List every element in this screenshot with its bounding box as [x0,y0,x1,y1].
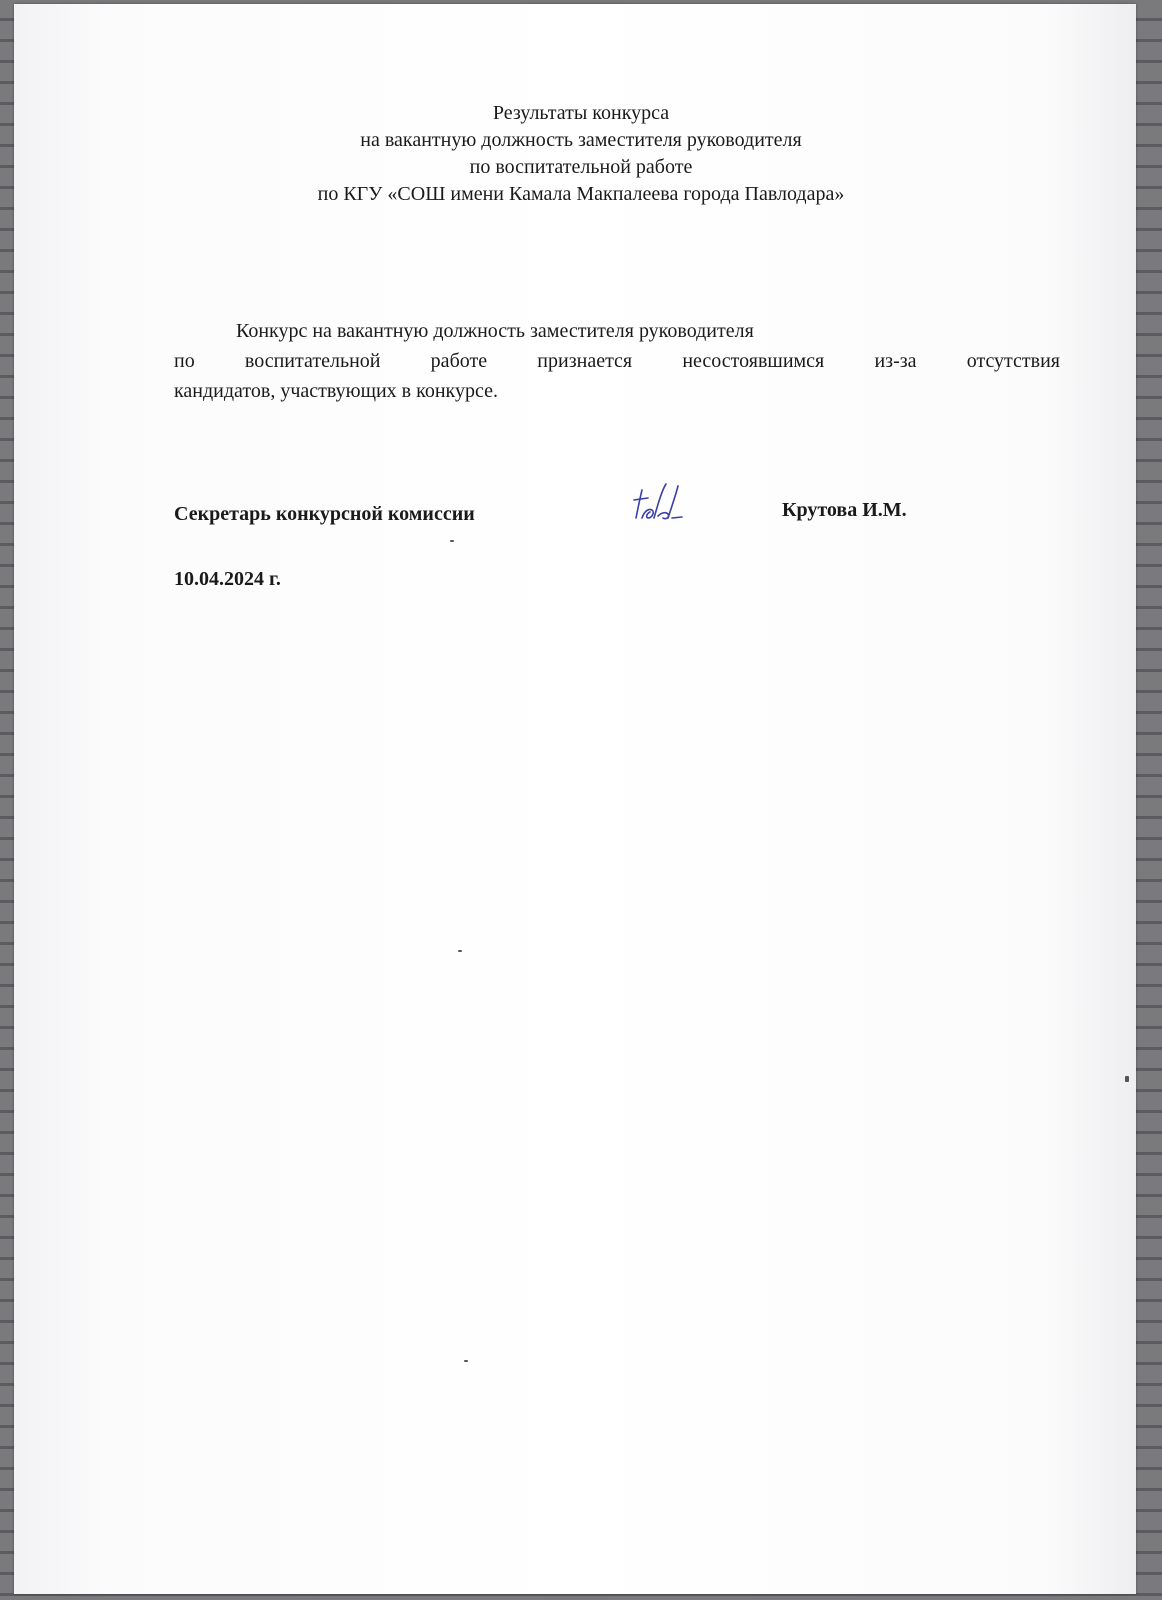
title-line-2: на вакантную должность заместителя руководителя [360,129,802,151]
scan-speck [464,1360,468,1362]
body-line-1: Конкурс на вакантную должность заместителя руководителя [236,320,754,342]
title-line-4: по КГУ «СОШ имени Камала Макпалеева города Павлодара» [317,183,845,205]
body-line-3: кандидатов, участвующих в конкурсе. [174,380,498,402]
document-page [14,4,1136,1594]
scan-speck [1125,1076,1129,1082]
document-title [0,100,1162,208]
title-line-1: Результаты конкурса [492,102,670,124]
signatory-name: Крутова И.М. [782,499,907,521]
document-date: 10.04.2024 г. [174,568,281,590]
scan-speck [458,950,462,952]
body-line-2: по воспитательной работе признается несостоявшимся из-за отсутствия [174,350,1060,372]
handwritten-signature [628,478,684,530]
document-body [174,316,1060,406]
title-line-3: по воспитательной работе [469,156,693,178]
signatory-role: Секретарь конкурсной комиссии [174,503,475,525]
scan-speck [450,540,454,542]
